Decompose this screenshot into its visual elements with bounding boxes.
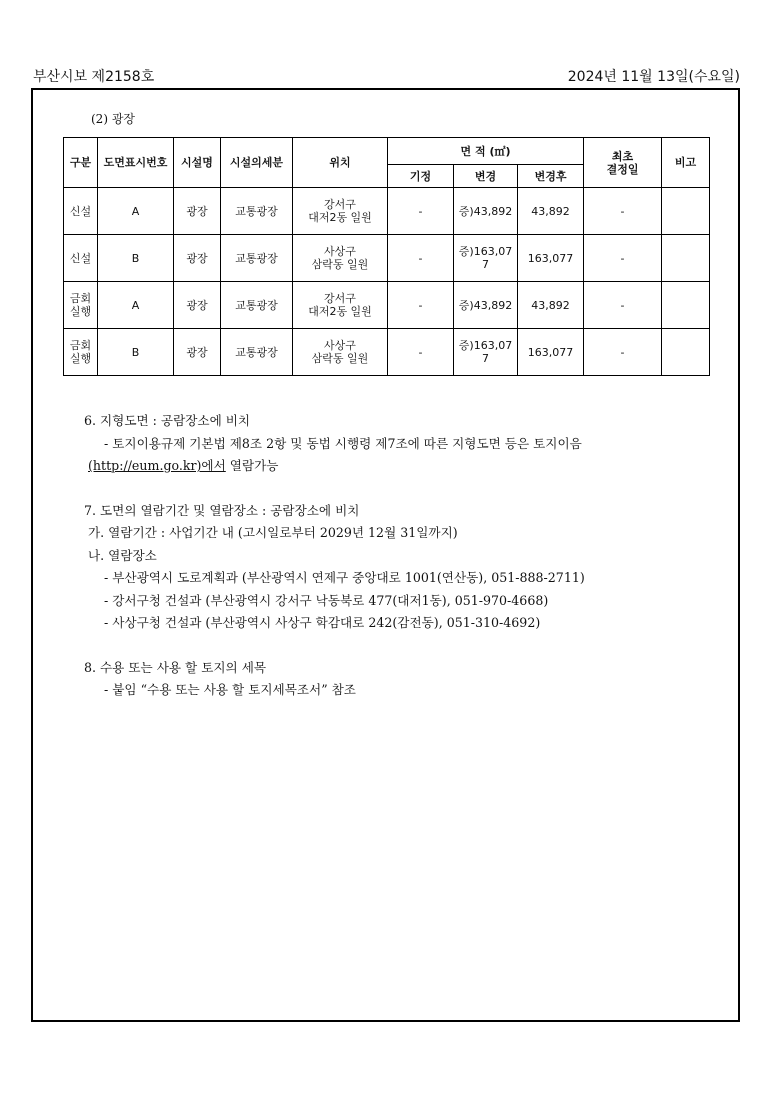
cell-wichi-district: 사상구 [324,245,356,258]
s7-na: 나. 열람장소 [88,547,157,563]
table-row [64,329,710,376]
gazette-date: 2024년 11월 13일(수요일) [567,69,740,85]
col-siseol: 시설명 [174,138,221,188]
cell-byeongyeong: 증)43,892 [454,282,518,329]
col-bigo: 비고 [662,138,710,188]
cell-gubun: 신설 [64,235,98,282]
cell-wichi-area: 대저2동 일원 [308,305,372,318]
cell-byeonghu: 163,077 [518,329,584,376]
s6-line1: - 토지이용규제 기본법 제8조 2항 및 동법 시행령 제7조에 따른 지형도면 등은 토지이음 [104,435,582,451]
cell-gijeong: - [388,188,454,235]
cell-sebun: 교통광장 [221,329,293,376]
cell-bigo [662,329,710,376]
col-choecho: 최초 결정일 [584,138,662,188]
cell-domyeon: A [98,188,174,235]
cell-wichi [293,282,388,329]
cell-wichi-district: 강서구 [324,292,356,305]
cell-siseol: 광장 [174,282,221,329]
col-gijeong: 기정 [388,165,454,188]
col-wichi: 위치 [293,138,388,188]
cell-bigo [662,188,710,235]
cell-gubun: 신설 [64,188,98,235]
cell-choecho: - [584,188,662,235]
cell-wichi-area: 대저2동 일원 [308,211,372,224]
s8-line1: - 붙임 “수용 또는 사용 할 토지세목조서” 참조 [104,682,356,697]
s7-ga: 가. 열람기간 : 사업기간 내 (고시일로부터 2029년 12월 31일까지) [88,525,458,540]
s8-title: 8. 수용 또는 사용 할 토지의 세목 [84,659,267,675]
cell-bigo [662,235,710,282]
table-row [64,235,710,282]
cell-siseol: 광장 [174,235,221,282]
table-row [64,282,710,329]
cell-gubun: 금회 실행 [64,282,98,329]
col-byeonghu: 변경후 [518,165,584,188]
cell-siseol: 광장 [174,329,221,376]
cell-siseol: 광장 [174,188,221,235]
col-domyeon: 도면표시번호 [98,138,174,188]
cell-wichi [293,188,388,235]
cell-domyeon: A [98,282,174,329]
eum-link[interactable]: (http://eum.go.kr)에서 [88,458,226,473]
document-body [84,410,724,702]
s6-line2-rest: 열람가능 [225,458,279,473]
s6-title: 6. 지형도면 : 공람장소에 비치 [84,413,251,428]
cell-bigo [662,282,710,329]
cell-domyeon: B [98,329,174,376]
col-sebun: 시설의세분 [221,138,293,188]
cell-byeonghu: 43,892 [518,282,584,329]
s6-line2 [84,455,724,478]
cell-choecho: - [584,282,662,329]
cell-byeonghu: 163,077 [518,235,584,282]
s7-item-2: - 사상구청 건설과 (부산광역시 사상구 학감대로 242(감전동), 051-310-4692) [104,615,541,630]
cell-byeongyeong: 증)163,07 7 [454,235,518,282]
cell-domyeon: B [98,235,174,282]
cell-wichi [293,235,388,282]
s7-item-1: - 강서구청 건설과 (부산광역시 강서구 낙동북로 477(대저1동), 051-970-4668) [104,592,549,608]
s7-item-0: - 부산광역시 도로계획과 (부산광역시 연제구 중앙대로 1001(연산동), 051-888-2711) [104,570,585,585]
table-row [64,188,710,235]
cell-gubun: 금회 실행 [64,329,98,376]
cell-sebun: 교통광장 [221,282,293,329]
cell-choecho: - [584,329,662,376]
cell-gijeong: - [388,282,454,329]
col-byeongyeong: 변경 [454,165,518,188]
section-title: (2) 광장 [91,112,135,126]
cell-byeonghu: 43,892 [518,188,584,235]
gazette-issue: 부산시보 제2158호 [33,69,155,85]
col-area: 면 적 (㎡) [388,138,584,165]
cell-gijeong: - [388,329,454,376]
cell-choecho: - [584,235,662,282]
cell-gijeong: - [388,235,454,282]
cell-wichi-district: 강서구 [324,198,356,211]
cell-sebun: 교통광장 [221,188,293,235]
cell-wichi-district: 사상구 [324,339,356,352]
cell-wichi [293,329,388,376]
cell-sebun: 교통광장 [221,235,293,282]
cell-wichi-area: 삼락동 일원 [311,258,369,271]
plaza-table [63,137,710,376]
cell-byeongyeong: 증)163,07 7 [454,329,518,376]
col-gubun: 구분 [64,138,98,188]
cell-wichi-area: 삼락동 일원 [311,352,369,365]
s7-title: 7. 도면의 열람기간 및 열람장소 : 공람장소에 비치 [84,502,360,518]
cell-byeongyeong: 증)43,892 [454,188,518,235]
